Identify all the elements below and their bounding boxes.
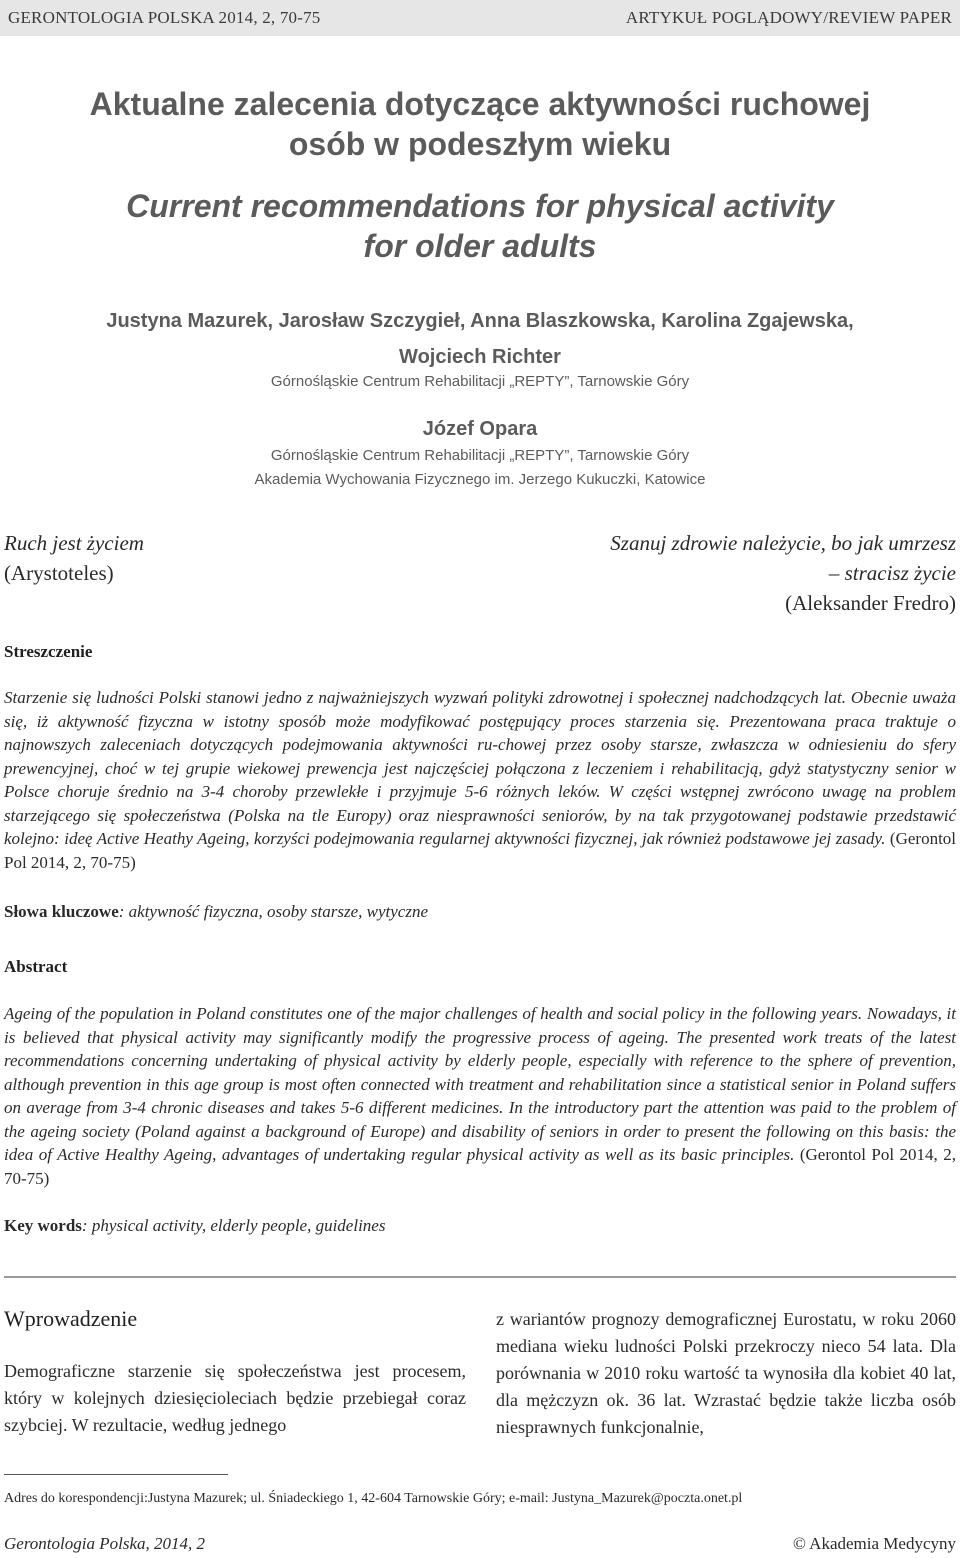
streszczenie-text: Starzenie się ludności Polski stanowi jedno z najważniejszych wyzwań polityki zdrowotnej i społecznej nadchodzących lat. Obecnie uważa się, iż aktywność fizyczna w istotny sposób może modyfikować postępujący proces starzenia się. Prezentowana praca traktuje o najnowszych zaleceniach dotyczących podejmowania aktywności ru-chowej przez osoby starsze, zwłaszcza w odniesieniu do sfery prewencyjnej, choć w tej grupie wiekowej prewencja jest najczęściej połączona z leczeniem i rehabilitacją, gdyż statystyczny senior w Polsce choruje średnio na 3-4 choroby przewlekłe i przyjmuje 5-6 różnych leków. W części wstępnej zwrócono uwagę na problem starzejącego się społeczeństwa (Polska na tle Europy) oraz niesprawności seniorów, by na tak przygotowanej podstawie przedstawić kolejno: ideę Active Heathy Ageing, korzyści podejmowania regularnej aktywności fizycznej, jak również podstawowe jej zasady. (4, 688, 956, 848)
author-list-line2: Wojciech Richter (399, 346, 561, 368)
key-words-values: : physical activity, elderly people, guidelines (81, 1216, 386, 1235)
footnote-divider (4, 1474, 228, 1475)
abstract-body (4, 1002, 956, 1190)
intro-heading: Wprowadzenie (4, 1306, 138, 1331)
intro-left-column: Demograficzne starzenie się społeczeństwa jest procesem, który w kolejnych dziesięcioleciach będzie przebiegał coraz szybciej. W rezultacie, według jednego (4, 1361, 466, 1435)
streszczenie-body (4, 686, 956, 874)
section-divider (4, 1276, 956, 1278)
title-english (0, 186, 960, 266)
footer-journal: Gerontologia Polska, 2014, 2 (4, 1534, 205, 1553)
abstract-text: Ageing of the population in Poland constitutes one of the major challenges of health and social policy in the following years. Nowadays, it is believed that physical activity may significantly modify the progressive process of ageing. The presented work treats of the latest recommendations concerning undertaking of physical activity by elderly people, especially with reference to the sphere of prevention, although prevention in this age group is most often connected with treatment and rehabilitation since a statistical senior in Poland suffers on average from 3-4 chronic diseases and takes 5-6 different medicines. In the introductory part the attention was paid to the problem of the ageing society (Poland against a background of Europe) and disability of seniors in order to present the following on this basis: the idea of Active Healthy Ageing, advantages of undertaking regular physical activity as well as its basic principles. (4, 1004, 956, 1164)
key-words (4, 1216, 385, 1236)
article-type: ARTYKUŁ POGLĄDOWY/REVIEW PAPER (625, 8, 952, 27)
streszczenie-heading: Streszczenie (4, 642, 93, 661)
author-opara: Józef Opara (422, 418, 538, 440)
affiliation-2b: Akademia Wychowania Fizycznego im. Jerzego Kukuczki, Katowice (254, 471, 706, 488)
epigraph-left (4, 528, 144, 588)
epigraph-right (610, 528, 956, 618)
epigraph-left-text: Ruch jest życiem (4, 531, 144, 555)
key-words-label: Key words (4, 1216, 82, 1235)
slowa-kluczowe-values: : aktywność fizyczna, osoby starsze, wytyczne (118, 902, 428, 921)
intro-right-column: z wariantów prognozy demograficznej Eurostatu, w roku 2060 mediana wieku ludności Polski przekroczy nieco 54 lata. Dla porównania w 2010 roku wartość ta wynosiła dla kobiet 40 lat, dla mężczyzn ok. 36 lat. Wzrastać będzie także liczba osób niesprawnych funkcjonalnie, (496, 1309, 956, 1437)
abstract-citation: (Gerontol Pol 2014, 2, 70-75) (4, 1145, 956, 1188)
title-polish (0, 84, 960, 164)
epigraph-right-line2: – stracisz życie (828, 561, 956, 585)
footer-copyright: © Akademia Medycyny (792, 1534, 956, 1553)
author-list-line1: Justyna Mazurek, Jarosław Szczygieł, Anna Blaszkowska, Karolina Zgajewska, (106, 310, 854, 332)
running-header (0, 0, 960, 36)
epigraph-left-author: (Arystoteles) (4, 561, 114, 585)
journal-reference: GERONTOLOGIA POLSKA 2014, 2, 70-75 (8, 8, 321, 27)
title-english-line2: for older adults (363, 228, 597, 264)
epigraph-right-author: (Aleksander Fredro) (785, 591, 956, 615)
epigraph-right-line1: Szanuj zdrowie należycie, bo jak umrzesz (610, 531, 956, 555)
affiliation-1: Górnośląskie Centrum Rehabilitacji „REPTY”, Tarnowskie Góry (270, 373, 690, 390)
title-polish-line1: Aktualne zalecenia dotyczące aktywności ruchowej (89, 86, 871, 122)
title-english-line1: Current recommendations for physical activity (126, 188, 834, 224)
title-polish-line2: osób w podeszłym wieku (288, 126, 672, 162)
abstract-heading: Abstract (4, 957, 68, 976)
author-list (0, 305, 960, 373)
slowa-kluczowe-label: Słowa kluczowe (4, 902, 119, 921)
slowa-kluczowe (4, 902, 428, 922)
correspondence-footnote: Adres do korespondencji:Justyna Mazurek; ul. Śniadeckiego 1, 42-604 Tarnowskie Góry; e-mail: Justyna_Mazurek@poczta.onet.pl (4, 1491, 743, 1506)
affiliation-2a: Górnośląskie Centrum Rehabilitacji „REPTY”, Tarnowskie Góry (270, 447, 690, 464)
streszczenie-citation: (Gerontol Pol 2014, 2, 70-75) (4, 829, 957, 872)
